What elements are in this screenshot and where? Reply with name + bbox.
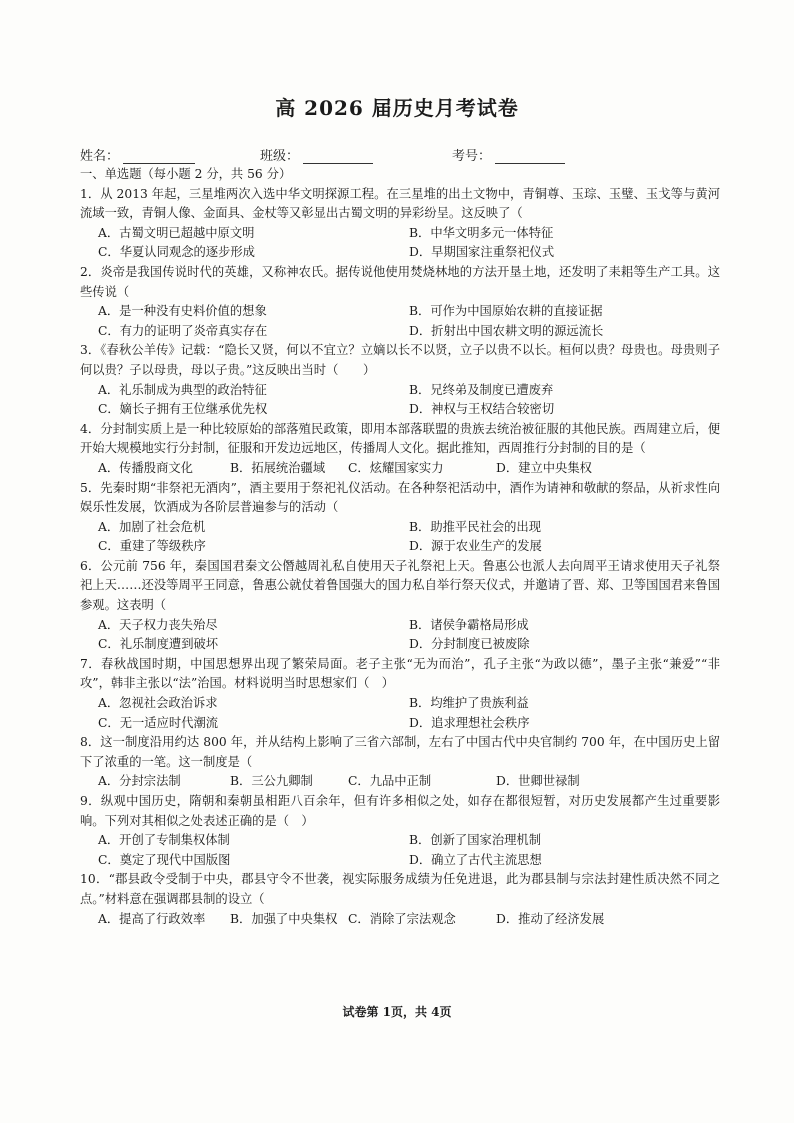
page-footer: 试卷第 1页，共 4页 [342, 1005, 452, 1019]
number-label: 考号： [452, 149, 492, 164]
option-a: A．礼乐制成为典型的政治特征 [98, 382, 267, 397]
name-label: 姓名： [80, 149, 120, 164]
option-b: B．拓展统治疆域 [230, 460, 326, 475]
option-a: A．提高了行政效率 [98, 911, 206, 926]
option-group [80, 224, 720, 263]
option-a: A．古蜀文明已超越中原文明 [98, 225, 255, 240]
option-c: C．无一适应时代潮流 [98, 715, 219, 730]
option-b: B．兄终弟及制度已遭废弃 [409, 382, 554, 397]
option-group [80, 381, 720, 420]
option-d: D．早期国家注重祭祀仪式 [409, 245, 555, 260]
option-c: C．华夏认同观念的逐步形成 [98, 245, 255, 260]
option-b: B．加强了中央集权 [230, 911, 338, 926]
question-3 [80, 341, 720, 419]
option-c: C．嫡长子拥有王位继承优先权 [98, 402, 268, 417]
question-stem: 3．《春秋公羊传》记载：“隐长又贤，何以不宜立？立嫡以长不以贤，立子以贵不以长。桓何以贵？母贵也。母贵则子何以贵？子以母贵，母以子贵。”这反映出当时（ ） [80, 343, 720, 377]
option-c: C．礼乐制度遭到破坏 [98, 637, 219, 652]
class-label: 班级： [260, 149, 300, 164]
option-a: A．是一种没有史料价值的想象 [98, 304, 267, 319]
option-d: D．折射出中国农耕文明的源远流长 [409, 323, 604, 338]
question-stem: 1．从 2013 年起，三星堆两次入选中华文明探源工程。在三星堆的出土文物中，青铜尊、玉琮、玉璧、玉戈等与黄河流域一致，青铜人像、金面具、金杖等又彰显出古蜀文明的异彩纷呈。这反映了（ [80, 186, 720, 221]
number-field [452, 145, 565, 164]
option-b: B．均维护了贵族利益 [409, 696, 529, 711]
question-10 [80, 870, 720, 929]
option-c: C．九品中正制 [348, 774, 432, 789]
class-blank [303, 151, 373, 164]
option-group [80, 302, 720, 341]
option-c: C．消除了宗法观念 [348, 911, 456, 926]
option-group [80, 772, 720, 792]
question-stem: 8．这一制度沿用约达 800 年，并从结构上影响了三省六部制，左右了中国古代中央官制约 700 年，在中国历史上留下了浓重的一笔。这一制度是（ [80, 735, 720, 769]
question-stem: 7．春秋战国时期，中国思想界出现了繁荣局面。老子主张“无为而治”，孔子主张“为政以德”，墨子主张“兼爱”“非攻”，韩非主张以“法”治国。材料说明当时思想家们（ ） [80, 656, 720, 691]
name-blank [123, 151, 195, 164]
option-a: A．忽视社会政治诉求 [98, 696, 218, 711]
question-2 [80, 263, 720, 341]
option-b: B．诸侯争霸格局形成 [409, 617, 529, 632]
question-list [80, 165, 720, 929]
option-group [80, 694, 720, 733]
option-group [80, 459, 720, 479]
class-field [260, 145, 373, 164]
question-7 [80, 655, 720, 733]
option-d: D．建立中央集权 [496, 460, 592, 475]
option-a: A．分封宗法制 [98, 774, 181, 789]
question-stem: 6．公元前 756 年，秦国国君秦文公僭越周礼私自使用天子礼祭祀上天。鲁惠公也派人去向周平王请求使用天子礼祭祀上天……还没等周平王同意，鲁惠公就仗着鲁国强大的国力私自举行祭天仪式，并邀请了晋、郑、卫等国国君来鲁国参观。这表明（ [80, 558, 720, 613]
option-a: A．开创了专制集权体制 [98, 833, 230, 848]
question-1 [80, 185, 720, 263]
option-d: D．神权与王权结合较密切 [409, 402, 555, 417]
option-b: B．中华文明多元一体特征 [409, 225, 554, 240]
option-d: D．推动了经济发展 [496, 911, 605, 926]
option-b: B．三公九卿制 [230, 774, 313, 789]
question-4 [80, 420, 720, 479]
option-c: C．奠定了现代中国版图 [98, 852, 231, 867]
option-b: B．创新了国家治理机制 [409, 833, 542, 848]
question-stem: 2．炎帝是我国传说时代的英雄，又称神农氏。据传说他使用焚烧林地的方法开垦土地，还发明了耒耜等生产工具。这些传说（ [80, 264, 720, 299]
question-9 [80, 792, 720, 870]
question-8 [80, 733, 720, 792]
question-stem: 9．纵观中国历史，隋朝和秦朝虽相距八百余年，但有许多相似之处，如存在都很短暂，对历史发展都产生过重要影响。下列对其相似之处表述正确的是（ ） [80, 794, 720, 828]
option-b: B．可作为中国原始农耕的直接证据 [409, 304, 603, 319]
exam-title: 高 2026 届历史月考试卷 [275, 96, 519, 120]
option-c: C．有力的证明了炎帝真实存在 [98, 323, 268, 338]
option-b: B．助推平民社会的出现 [409, 519, 542, 534]
option-d: D．分封制度已被废除 [409, 637, 530, 652]
option-a: A．加剧了社会危机 [98, 519, 206, 534]
option-c: C．炫耀国家实力 [348, 460, 444, 475]
option-a: A．传播殷商文化 [98, 460, 193, 475]
option-a: A．天子权力丧失殆尽 [98, 617, 218, 632]
question-stem: 4．分封制实质上是一种比较原始的部落殖民政策，即用本部落联盟的贵族去统治被征服的其他民族。西周建立后，便开始大规模地实行分封制，征服和开发边远地区，传播周人文化。据此推知，西周推行分封制的目的是（ [80, 421, 720, 456]
question-stem: 10．“郡县政令受制于中央，郡县守令不世袭，视实际服务成绩为任免进退，此为郡县制与宗法封建性质决然不同之点。”材料意在强调郡县制的设立（ [80, 872, 720, 906]
number-blank [495, 151, 565, 164]
option-group [80, 831, 720, 870]
option-d: D．源于农业生产的发展 [409, 539, 542, 554]
section-title: 一、单选题（每小题 2 分，共 56 分） [80, 167, 292, 181]
name-field [80, 145, 195, 164]
question-stem: 5．先秦时期“非祭祀无酒肉”，酒主要用于祭祀礼仪活动。在各种祭祀活动中，酒作为请神和敬献的祭品，从祈求性向娱乐性发展，饮酒成为各阶层普遍参与的活动（ [80, 480, 720, 515]
question-6 [80, 557, 720, 655]
option-group [80, 616, 720, 655]
option-d: D．追求理想社会秩序 [409, 715, 530, 730]
option-group [80, 910, 720, 930]
option-c: C．重建了等级秩序 [98, 539, 206, 554]
question-5 [80, 479, 720, 557]
option-group [80, 518, 720, 557]
option-d: D．确立了古代主流思想 [409, 852, 542, 867]
option-d: D．世卿世禄制 [496, 774, 580, 789]
